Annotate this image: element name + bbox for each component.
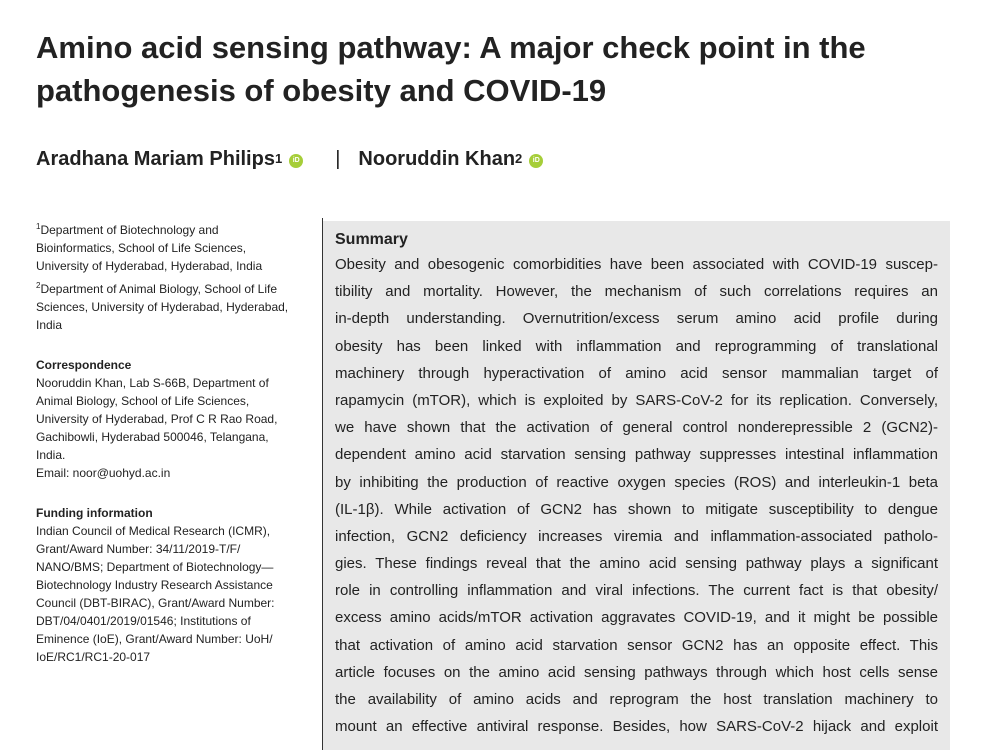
summary-line: that activation of amino acid starvation sensor GCN2 has an opposite effect. This: [335, 636, 938, 654]
funding-line: Council (DBT-BIRAC), Grant/Award Number:: [36, 596, 275, 610]
correspondence-text: [36, 374, 298, 482]
title-line: Amino acid sensing pathway: A major check point in the: [36, 30, 866, 65]
summary-line: tibility and mortality. However, the mechanism of such correlations requires an: [335, 283, 938, 301]
summary-line: mount an effective antiviral response. Besides, how SARS-CoV-2 hijack and exploit: [335, 718, 938, 736]
funding-line: Indian Council of Medical Research (ICMR),: [36, 524, 271, 538]
affiliation-marker: 2: [36, 281, 41, 290]
summary-line: rapamycin (mTOR), which is exploited by SARS-CoV-2 for its replication. Conversely,: [335, 391, 938, 409]
funding-line: Eminence (IoE), Grant/Award Number: UoH/: [36, 632, 273, 646]
title-line: pathogenesis of obesity and COVID-19: [36, 73, 607, 108]
funding-line: DBT/04/0401/2019/01546; Institutions of: [36, 614, 251, 628]
summary-line: dependent amino acid starvation sensing pathway suppresses intestinal inflammation: [335, 446, 938, 464]
funding-line: NANO/BMS; Department of Biotechnology—: [36, 560, 274, 574]
summary-heading: Summary: [335, 231, 408, 248]
affiliation-marker: 1: [36, 222, 41, 231]
summary-line: we have shown that the activation of general control nonderepressible 2 (GCN2)-: [335, 419, 938, 437]
funding-line: IoE/RC1/RC1-20-017: [36, 650, 151, 664]
summary-line: gies. These findings reveal that the amino acid sensing pathway plays a significant: [335, 555, 938, 573]
article-title: [36, 26, 936, 112]
author-name[interactable]: Aradhana Mariam Philips: [36, 148, 275, 170]
affiliation-line: Bioinformatics, School of Life Sciences,: [36, 241, 247, 255]
funding-text: [36, 522, 298, 666]
summary-line: the availability of amino acids and reprogram the host translation machinery to: [335, 691, 938, 708]
summary-line: (IL-1β). While activation of GCN2 has shown to mitigate susceptibility to dengue: [335, 500, 938, 518]
correspondence-line: Gachibowli, Hyderabad 500046, Telangana,: [36, 430, 269, 444]
summary-line: role in controlling inflammation and viral infections. The current fact is that obesity/: [335, 582, 938, 600]
affiliation-line: University of Hyderabad, Hyderabad, India: [36, 259, 263, 273]
affiliation-2: [36, 277, 298, 334]
correspondence-line: University of Hyderabad, Prof C R Rao Road,: [36, 412, 278, 426]
funding-line: Biotechnology Industry Research Assistance: [36, 578, 273, 592]
affiliation-line: India: [36, 318, 63, 332]
summary-line: by inhibiting the production of reactive oxygen species (ROS) and interleukin-1 beta: [335, 473, 938, 491]
affiliation-1: [36, 218, 298, 275]
orcid-icon[interactable]: iD: [529, 154, 543, 168]
summary-line: obesity has been linked with inflammation and reprogramming of translational: [335, 337, 938, 355]
article-sidebar: [36, 218, 298, 666]
summary-line: excess amino acids/mTOR activation aggravates COVID-19, and it might be possible: [335, 609, 938, 627]
author-affiliation-marker: 2: [515, 151, 523, 166]
correspondence-heading: Correspondence: [36, 358, 132, 372]
correspondence-line: Nooruddin Khan, Lab S-66B, Department of: [36, 376, 269, 390]
affiliation-line: Sciences, University of Hyderabad, Hyderabad,: [36, 300, 289, 314]
author-list: [36, 148, 543, 171]
correspondence-email[interactable]: Email: noor@uohyd.ac.in: [36, 466, 171, 480]
author-separator: |: [335, 148, 341, 170]
summary-line: infection, GCN2 deficiency increases viremia and inflammation-associated patholo-: [335, 527, 938, 545]
author-affiliation-marker: 1: [274, 151, 283, 166]
summary-line: article focuses on the amino acid sensing pathways through which host cells sense: [335, 663, 938, 681]
summary-line: Obesity and obesogenic comorbidities have been associated with COVID-19 suscep-: [335, 256, 938, 273]
funding-line: Grant/Award Number: 34/11/2019-T/F/: [36, 542, 241, 556]
author-name[interactable]: Nooruddin Khan: [358, 148, 516, 170]
funding-heading: Funding information: [36, 506, 153, 520]
summary-box: [323, 221, 950, 750]
summary-line: in-depth understanding. Overnutrition/excess serum amino acid profile during: [335, 310, 938, 328]
orcid-icon[interactable]: iD: [289, 154, 303, 168]
correspondence-line: Animal Biology, School of Life Sciences,: [36, 394, 250, 408]
affiliation-line: Department of Biotechnology and: [40, 223, 219, 237]
summary-line: machinery through hyperactivation of amino acid sensor mammalian target of: [335, 364, 938, 382]
affiliation-line: Department of Animal Biology, School of Life: [40, 282, 278, 296]
correspondence-line: India.: [36, 448, 66, 462]
